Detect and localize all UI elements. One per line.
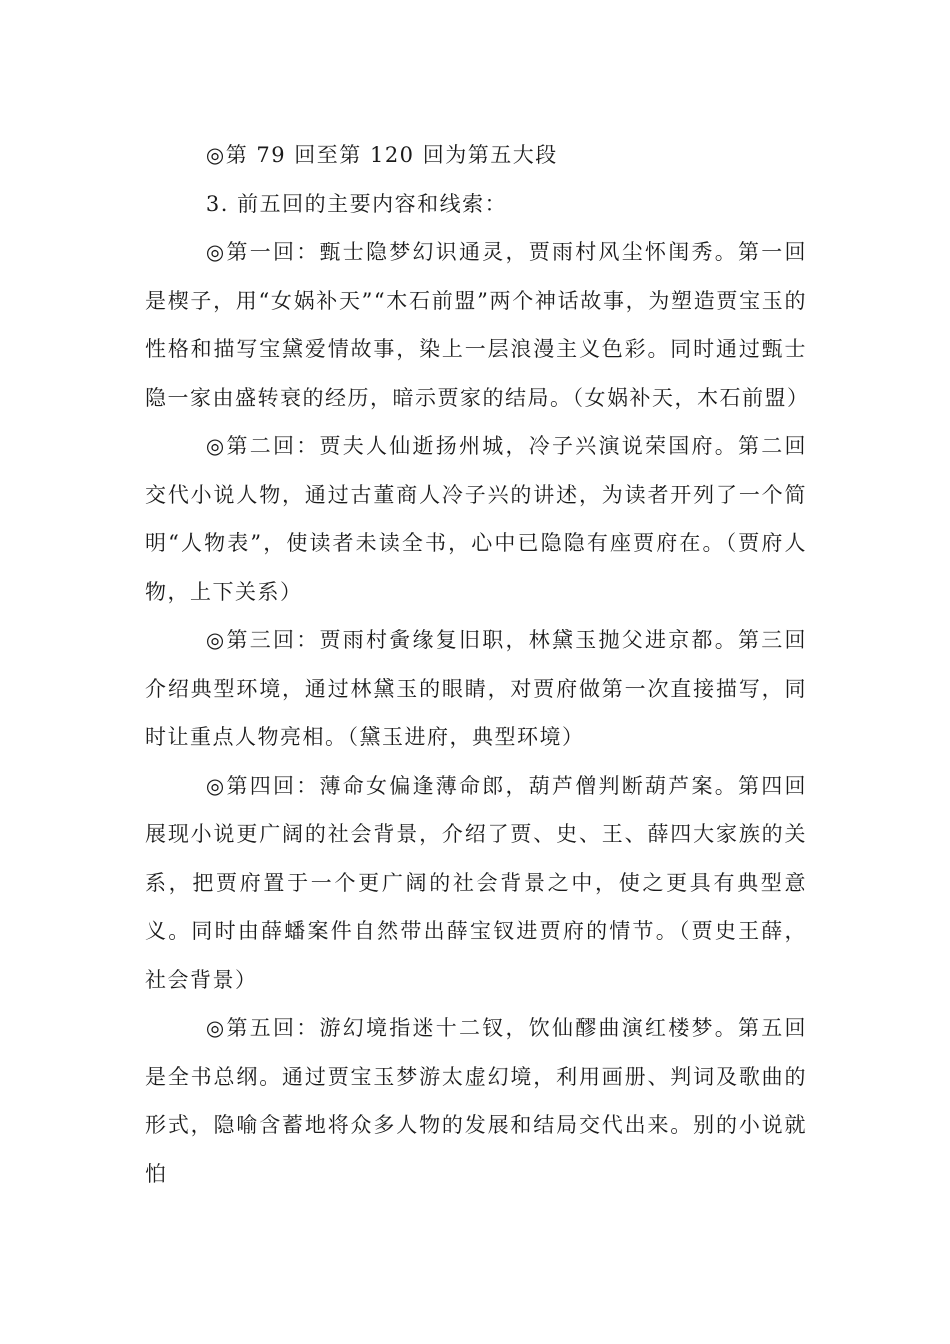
paragraph-chapter-one: ◎第一回：甄士隐梦幻识通灵，贾雨村风尘怀闺秀。第一回是楔子，用“女娲补天”“木石前盟”两个神话故事，为塑造贾宝玉的性格和描写宝黛爱情故事，染上一层浪漫主义色彩。同时通过甄士隐一家由盛转衰的经历，暗示贾家的结局。（女娲补天，木石前盟） (145, 240, 810, 410)
paragraph-chapter-three: ◎第三回：贾雨村夤缘复旧职，林黛玉抛父进京都。第三回介绍典型环境，通过林黛玉的眼睛，对贾府做第一次直接描写，同时让重点人物亮相。（黛玉进府，典型环境） (145, 628, 807, 749)
document-body (145, 131, 810, 1198)
paragraph-chapter-five: ◎第五回：游幻境指迷十二钗，饮仙醪曲演红楼梦。第五回是全书总纲。通过贾宝玉梦游太虚幻境，利用画册、判词及歌曲的形式，隐喻含蓄地将众多人物的发展和结局交代出来。别的小说就怕 (145, 1016, 807, 1186)
paragraph-chapter-four: ◎第四回：薄命女偏逢薄命郎，葫芦僧判断葫芦案。第四回展现小说更广阔的社会背景，介绍了贾、史、王、薛四大家族的关系，把贾府置于一个更广阔的社会背景之中，使之更具有典型意义。同时由薛蟠案件自然带出薛宝钗进贾府的情节。（贾史王薛，社会背景） (145, 773, 807, 992)
paragraph-chapter-two: ◎第二回：贾夫人仙逝扬州城，冷子兴演说荣国府。第二回交代小说人物，通过古董商人冷子兴的讲述，为读者开列了一个简明“人物表”，使读者未读全书，心中已隐隐有座贾府在。（贾府人物，上下关系） (145, 434, 807, 604)
paragraph-heading-first-five-chapters: 3. 前五回的主要内容和线索： (205, 191, 508, 216)
paragraph-section-five-range: ◎第 79 回至第 120 回为第五大段 (205, 143, 558, 167)
